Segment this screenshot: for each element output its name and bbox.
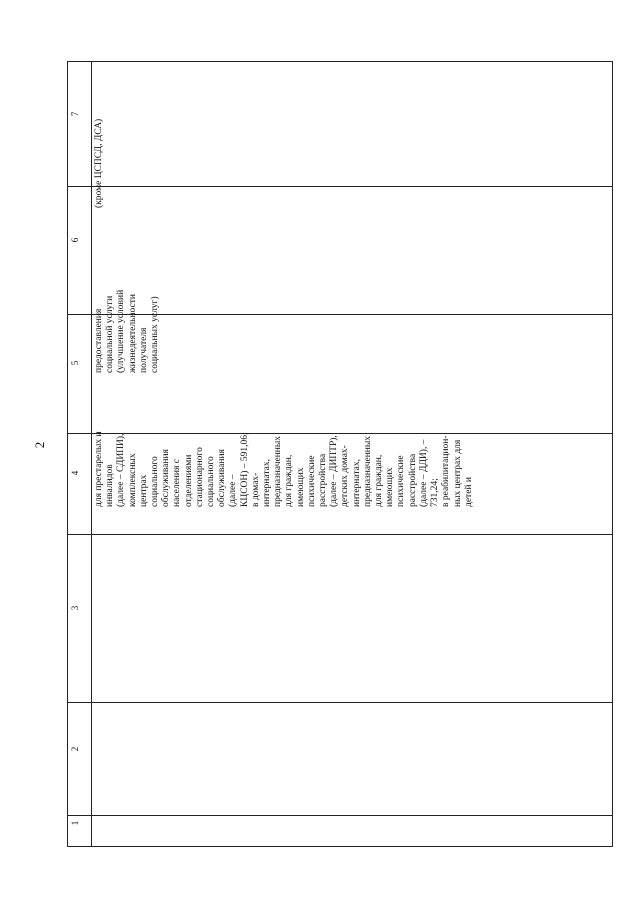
column-number-3: 3	[70, 605, 80, 611]
text-line: детских домах-	[340, 445, 351, 507]
page-number: 2	[32, 441, 47, 449]
text-line: (далее –	[228, 474, 239, 507]
text-line: обслуживания	[217, 449, 228, 507]
text-line: для престарелых и	[94, 431, 104, 507]
text-line: стационарного	[194, 447, 205, 507]
text-line: (кроме ЦСПСД, ДСА)	[94, 118, 104, 208]
text-line: расстройства	[318, 453, 329, 507]
column-number-2: 2	[70, 746, 80, 752]
text-line: интернатах,	[351, 459, 362, 507]
text-line: инвалидов	[105, 464, 116, 507]
column-divider	[68, 534, 612, 535]
text-line: имеющих	[385, 467, 396, 507]
text-line: получателя	[138, 327, 149, 373]
header-row-divider	[91, 62, 92, 846]
text-line: (улучшение условий	[116, 289, 127, 373]
text-line: социального	[150, 456, 161, 507]
text-line: центрах	[138, 474, 149, 507]
text-line: предназначенных	[362, 435, 373, 507]
text-line: обслуживания	[161, 449, 172, 507]
text-line: комплексных	[127, 453, 138, 507]
column-divider	[68, 702, 612, 703]
text-line: расстройства	[407, 453, 418, 507]
text-line: социальных услуг)	[150, 296, 161, 373]
cell-col6	[94, 290, 161, 373]
cell-col7	[94, 119, 105, 208]
text-line: (далее – ДИПТР),	[329, 435, 340, 507]
text-line: социального	[206, 456, 217, 507]
column-number-6: 6	[70, 237, 80, 243]
text-line: имеющих	[295, 467, 306, 507]
text-line: интернатах,	[262, 459, 273, 507]
text-line: населения с	[172, 459, 183, 507]
text-line: психические	[396, 455, 407, 507]
text-line: психические	[306, 455, 317, 507]
text-line: детей и	[463, 477, 474, 507]
column-number-1: 1	[70, 820, 80, 826]
text-line: для граждан,	[374, 454, 385, 507]
text-line: 731,24;	[430, 478, 441, 507]
text-line: предназначенных	[273, 435, 284, 507]
text-line: КЦСОН) – 591,06;	[239, 432, 250, 507]
text-line: отделениями	[183, 454, 194, 507]
column-number-5: 5	[70, 360, 80, 366]
rotated-table	[67, 61, 613, 847]
cell-col5	[94, 431, 475, 507]
text-line: в реабилитацион-	[441, 435, 452, 507]
text-line: (далее – СДИПИ),	[116, 433, 127, 507]
text-line: предоставления	[94, 308, 104, 373]
text-line: жизнедеятельности	[127, 294, 138, 373]
text-line: ных центрах для	[452, 439, 463, 507]
column-divider	[68, 815, 612, 816]
text-line: для граждан,	[284, 454, 295, 507]
text-line: (далее – ДДИ), –	[418, 439, 429, 507]
column-number-4: 4	[70, 470, 80, 476]
text-line: в домах-	[250, 472, 261, 507]
column-divider	[68, 186, 612, 187]
text-line: социальной услуги	[105, 295, 116, 373]
column-number-7: 7	[70, 111, 80, 117]
